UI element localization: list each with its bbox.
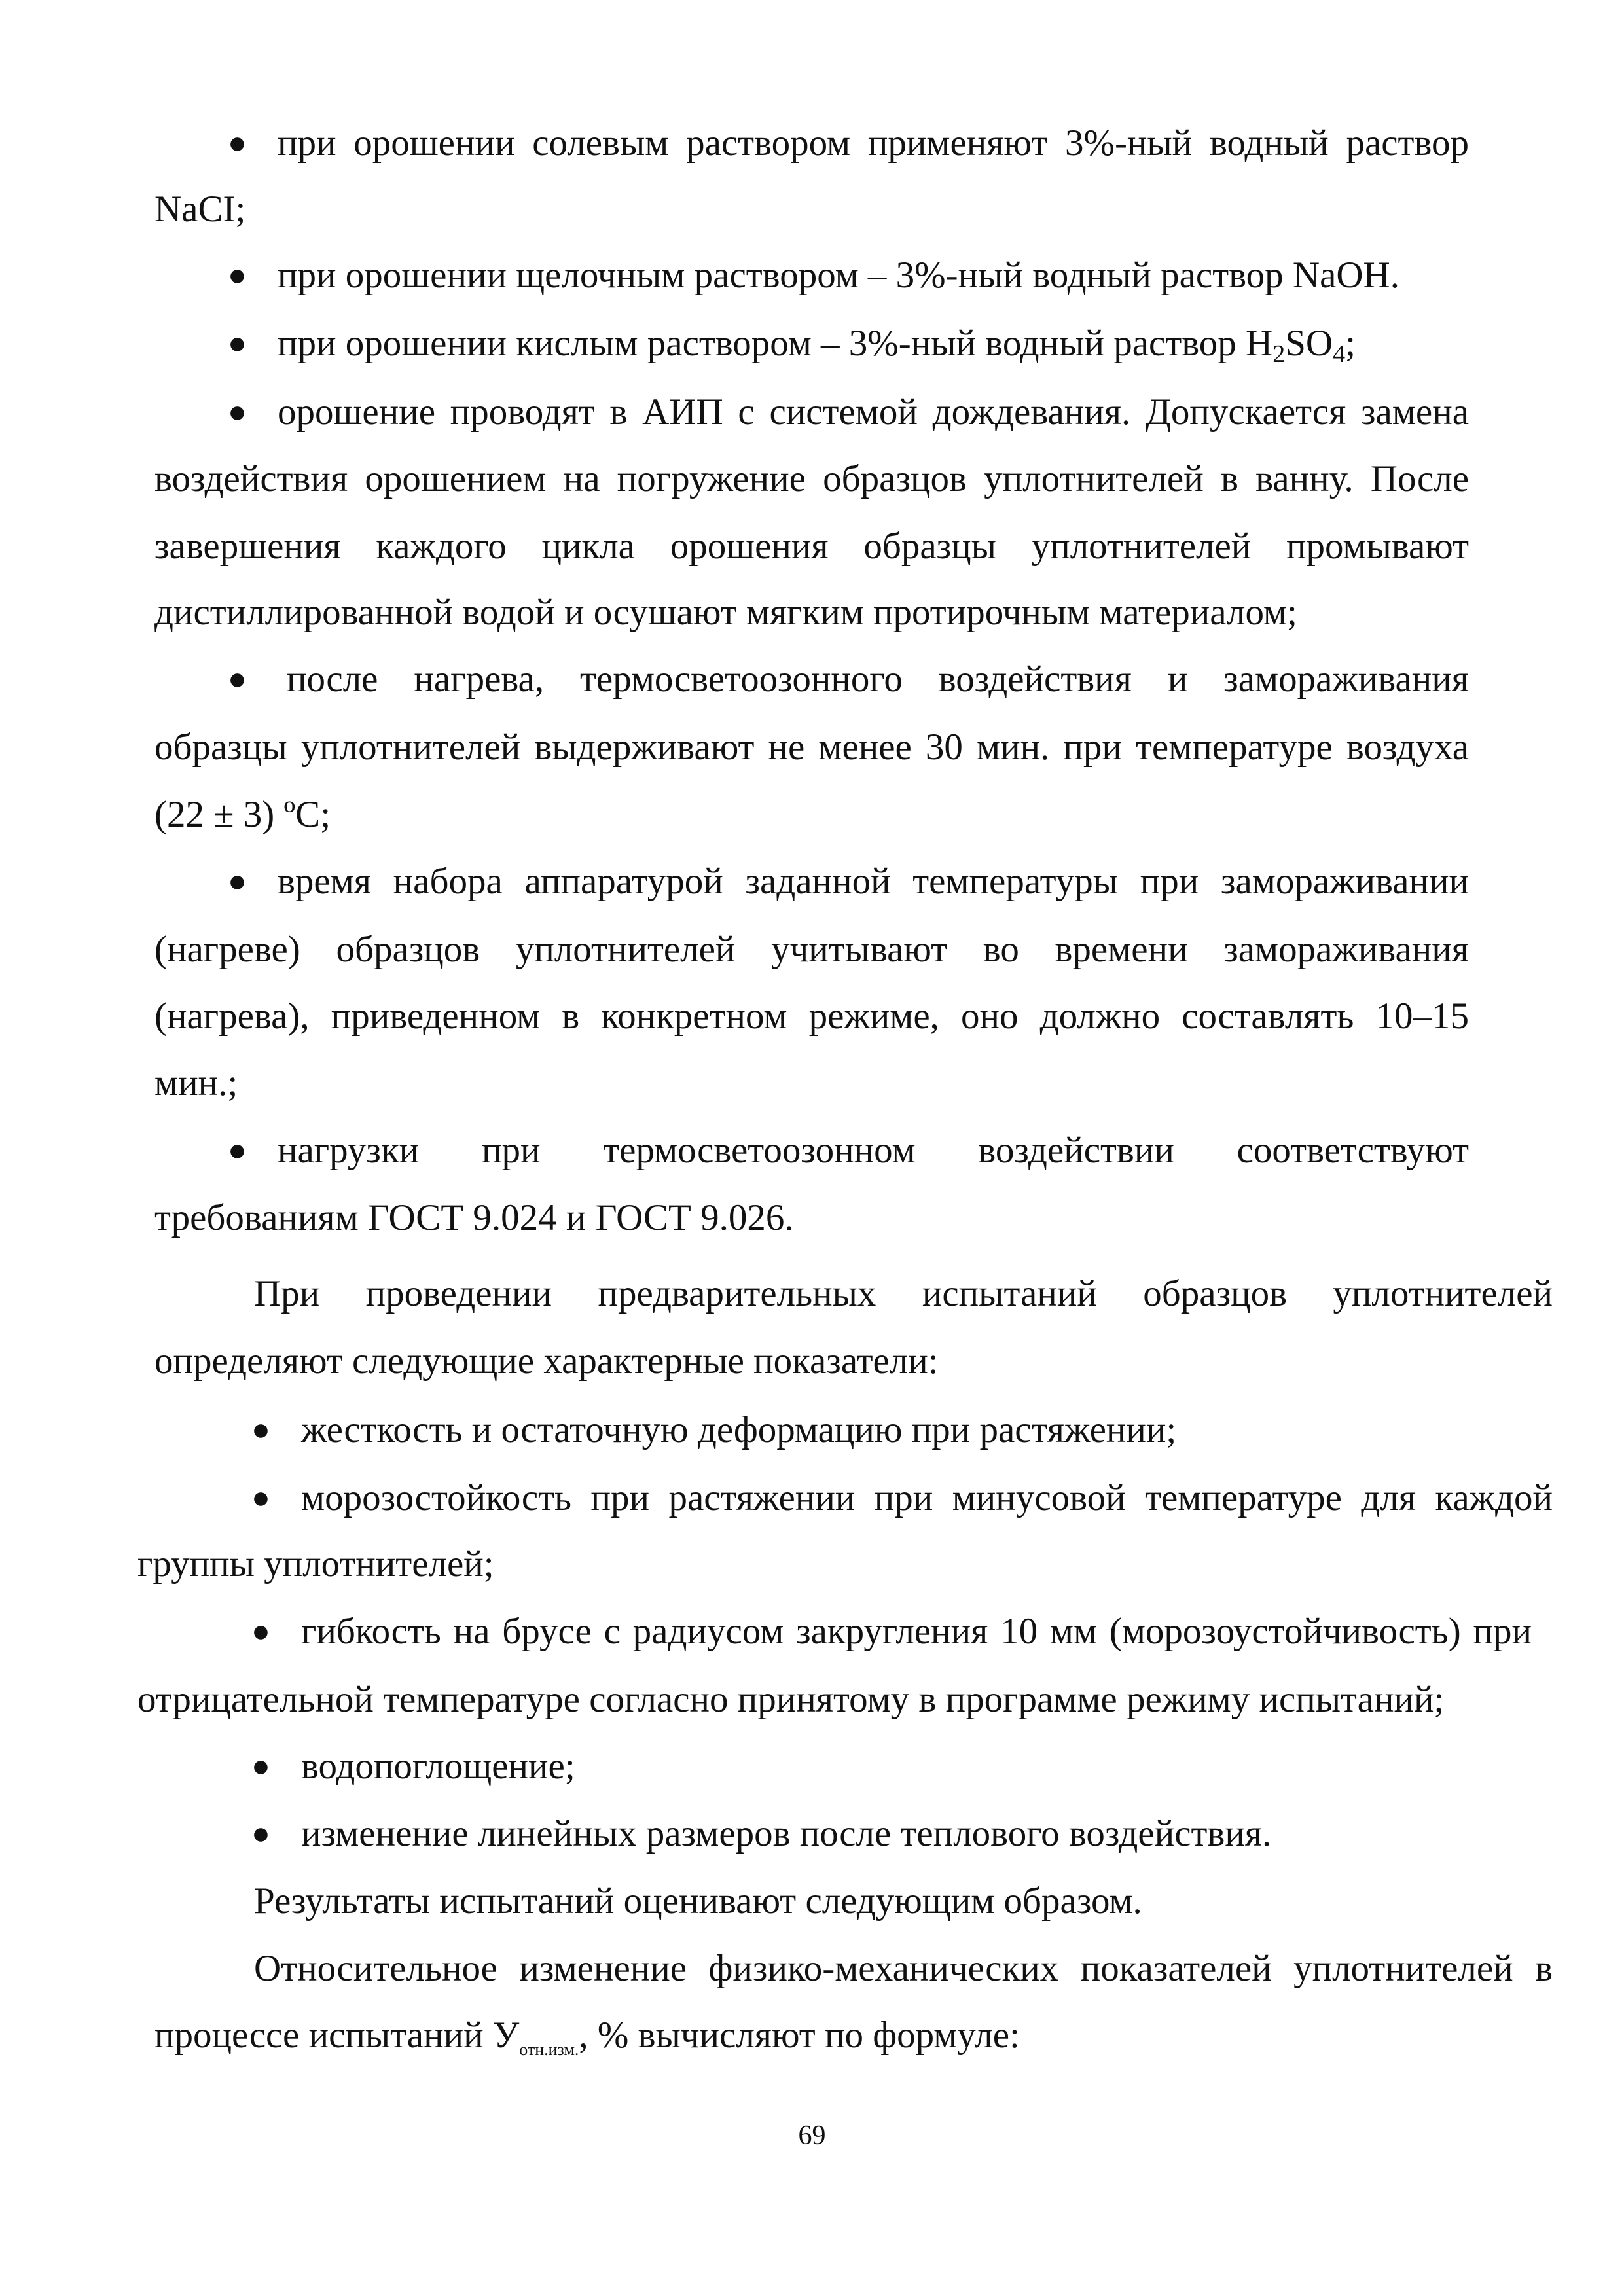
list1-item1-line1: при орошении солевым раствором применяют 3%-ный водный раствор (278, 122, 1469, 164)
list1-item1-line2: NaCI; (154, 188, 246, 230)
list2-item2-line2: группы уплотнителей; (137, 1543, 494, 1585)
list1-item5-line3: (22 ± 3) ºС; (154, 794, 331, 835)
list1-item5-line2: образцы уплотнителей выдерживают не менее 30 мин. при температуре воздуха (154, 726, 1469, 768)
list1-item3-line1: при орошении кислым раствором – 3%-ный водный раствор $H_2SO_4$; (278, 323, 1356, 368)
formula-intro-line2: процессе испытаний $У_{отн.изм.}$, % вычисляют по формуле: (154, 2015, 1020, 2059)
bullet-icon: ● (228, 1133, 247, 1168)
list2-item3-line1: гибкость на брусе с радиусом закругления 10 мм (морозоустойчивость) при (301, 1611, 1532, 1652)
list1-item7-line2: требованиям ГОСТ 9.024 и ГОСТ 9.026. (154, 1197, 794, 1238)
list1-item4-line4: дистиллированной водой и осушают мягким протирочным материалом; (154, 592, 1297, 633)
list2-item3-line2: отрицательной температуре согласно принятому в программе режиму испытаний; (137, 1679, 1445, 1720)
bullet-icon: ● (228, 326, 247, 361)
list2-item5: изменение линейных размеров после теплового воздействия. (301, 1813, 1272, 1854)
list2-item4: водопоглощение; (301, 1746, 575, 1787)
list1-item5-line1: после нагрева, термосветоозонного воздействия и замораживания (287, 658, 1469, 700)
intro-line2: определяют следующие характерные показатели: (154, 1340, 939, 1382)
results-line: Результаты испытаний оценивают следующим образом. (254, 1880, 1142, 1922)
list1-item6-line3: (нагрева), приведенном в конкретном режиме, оно должно составлять 10–15 (154, 996, 1469, 1037)
list1-item6-line2: (нагреве) образцов уплотнителей учитывают во времени замораживания (154, 929, 1469, 970)
bullet-icon: ● (228, 662, 247, 696)
intro-line1: При проведении предварительных испытаний образцов уплотнителей (254, 1273, 1553, 1314)
bullet-icon: ● (251, 1614, 270, 1649)
page-number: 69 (798, 2121, 826, 2151)
list1-item6-line4: мин.; (154, 1062, 238, 1103)
bullet-icon: ● (228, 126, 247, 160)
list2-item2-line1: морозостойкость при растяжении при минусовой температуре для каждой (301, 1477, 1553, 1518)
bullet-icon: ● (228, 258, 247, 293)
list2-item1: жесткость и остаточную деформацию при растяжении; (301, 1409, 1177, 1450)
formula-intro-line1: Относительное изменение физико-механических показателей уплотнителей в (254, 1948, 1553, 1989)
list1-item4-line2: воздействия орошением на погружение образцов уплотнителей в ванну. После (154, 458, 1469, 499)
list1-item2-line1: при орошении щелочным раствором – 3%-ный водный раствор NaOH. (278, 255, 1399, 296)
bullet-icon: ● (251, 1480, 270, 1515)
bullet-icon: ● (228, 395, 247, 429)
bullet-icon: ● (251, 1412, 270, 1447)
list1-item4-line1: орошение проводят в АИП с системой дождевания. Допускается замена (278, 391, 1469, 433)
list1-item6-line1: время набора аппаратурой заданной температуры при замораживании (278, 861, 1469, 902)
list1-item7-line1: нагрузки при термосветоозонном воздействии соответствуют (278, 1130, 1469, 1171)
list1-item4-line3: завершения каждого цикла орошения образцы уплотнителей промывают (154, 526, 1469, 567)
bullet-icon: ● (251, 1816, 270, 1851)
bullet-icon: ● (228, 864, 247, 899)
bullet-icon: ● (251, 1749, 270, 1784)
